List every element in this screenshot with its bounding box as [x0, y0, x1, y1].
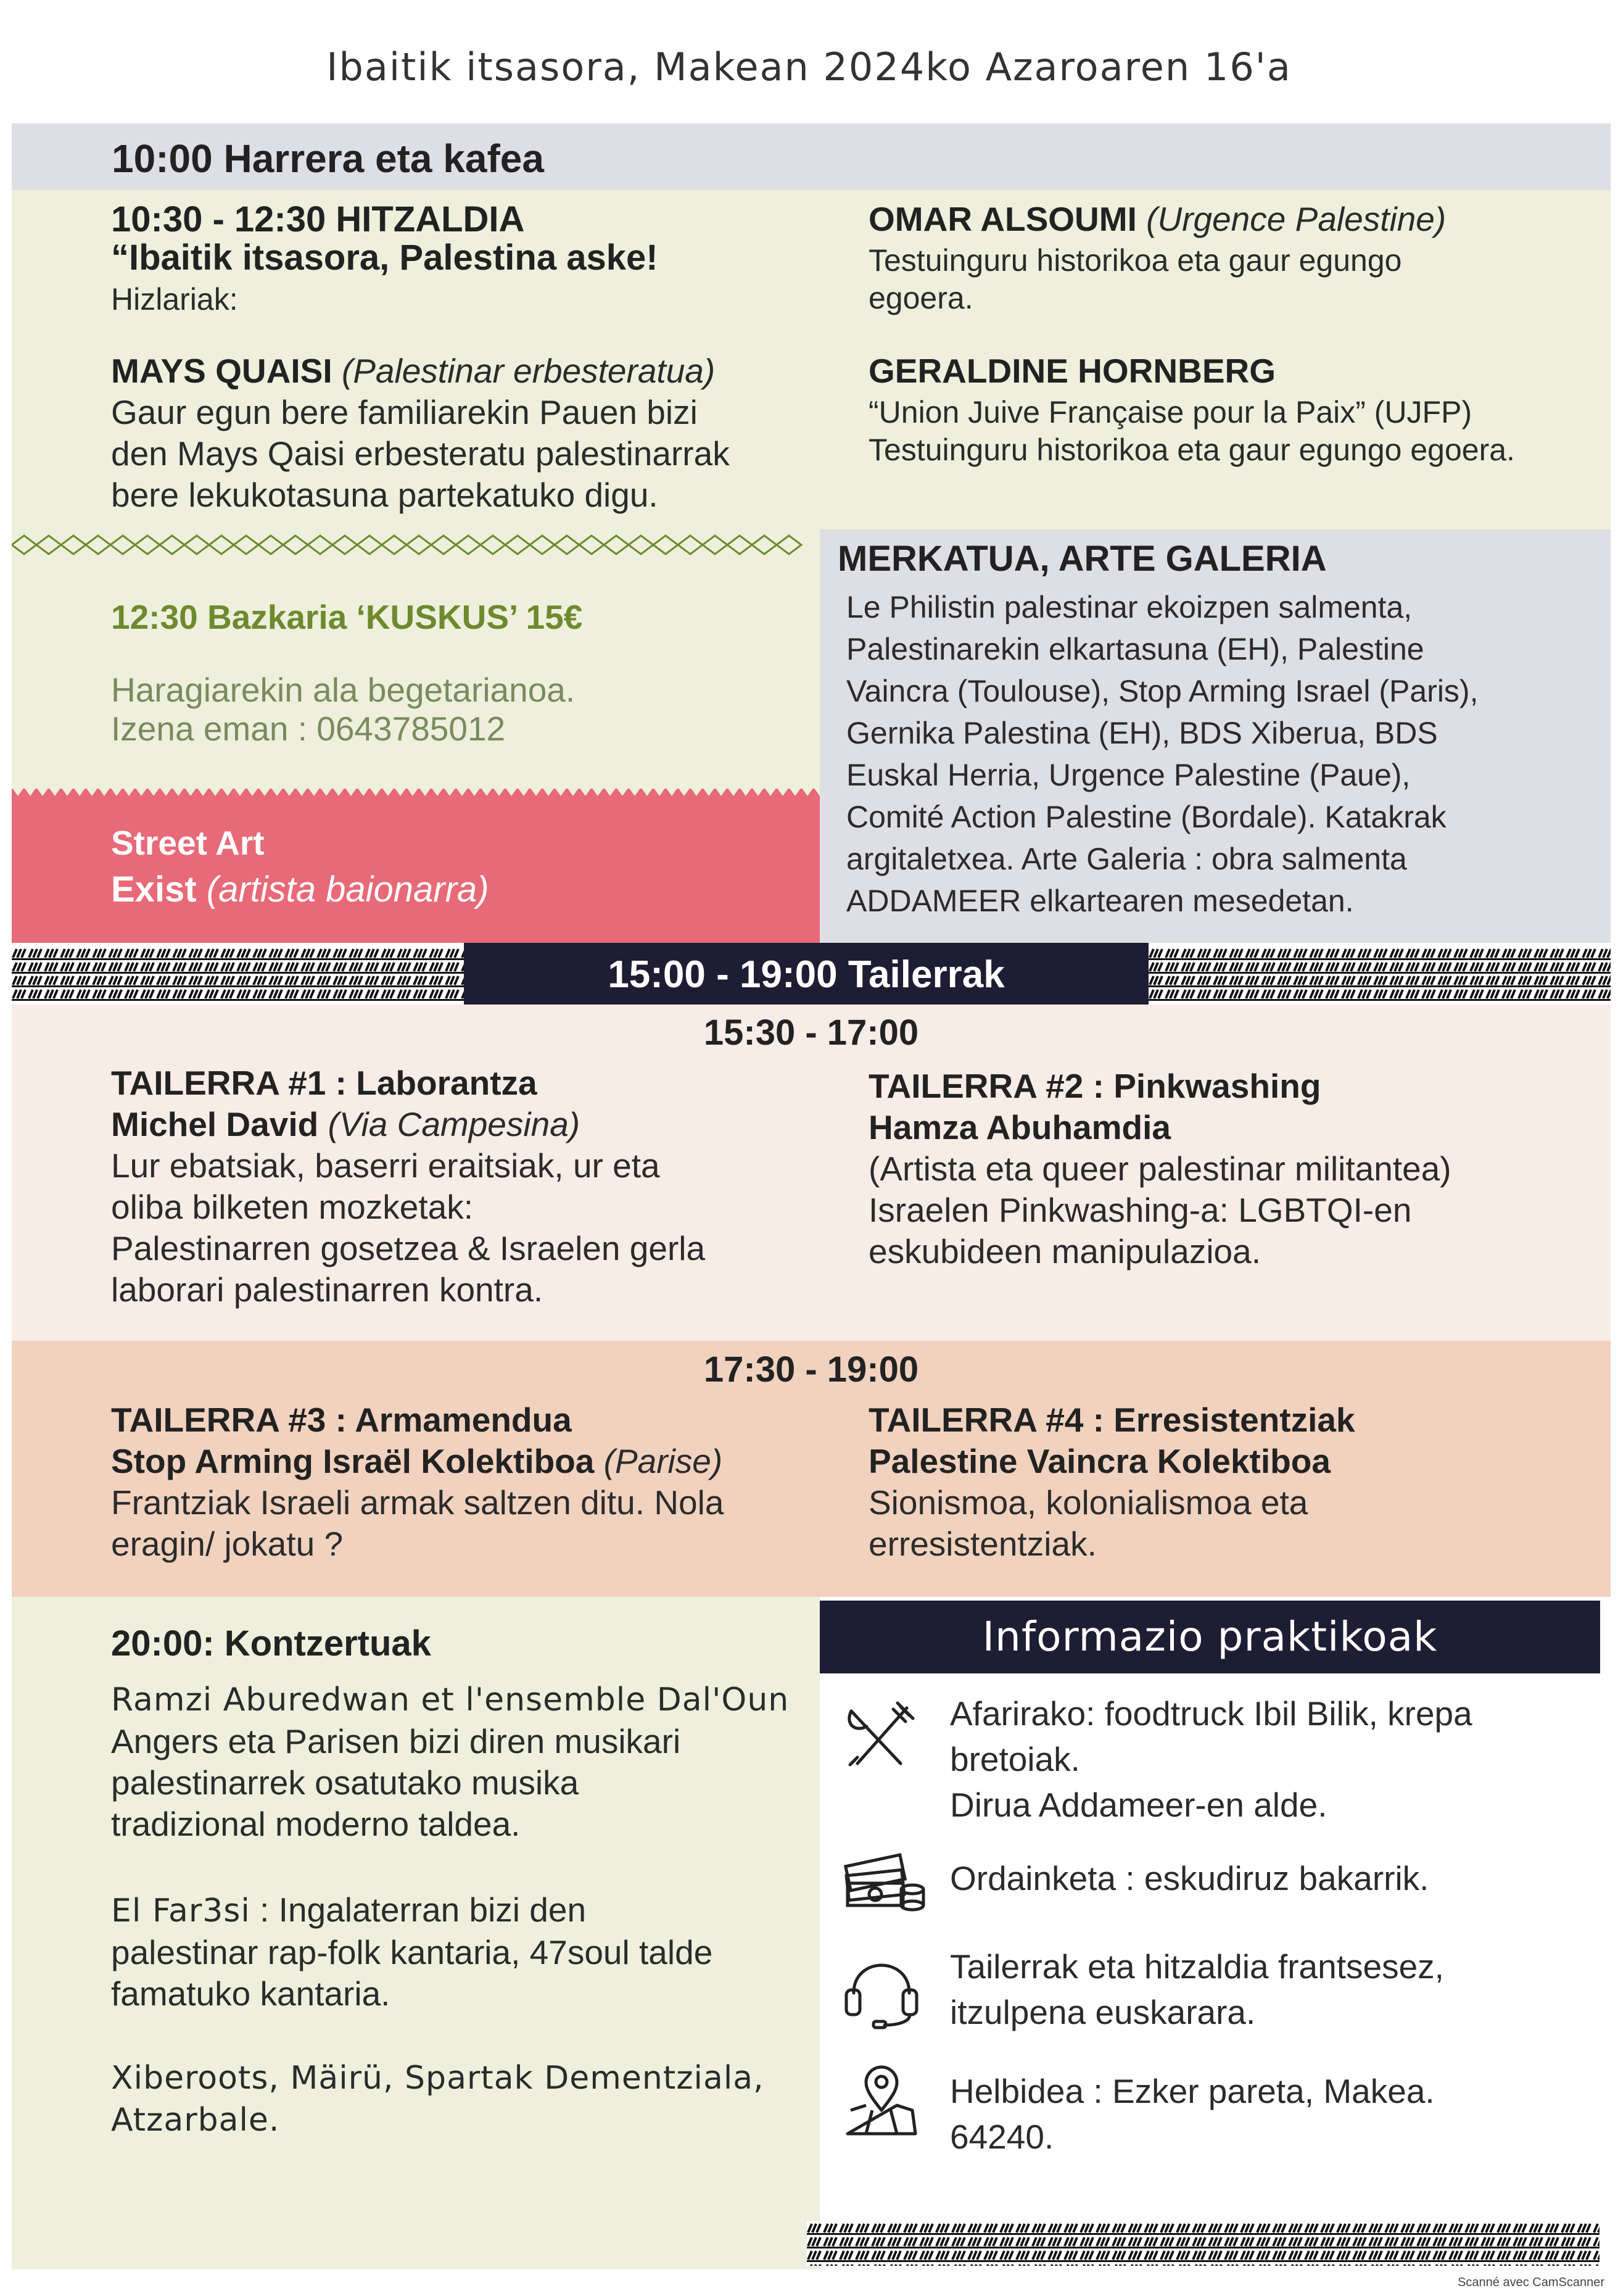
lunch-details — [111, 671, 575, 748]
info-food-line: bretoiak. — [950, 1740, 1080, 1778]
workshop-desc-line: laborari palestinarren kontra. — [111, 1270, 543, 1309]
info-language-line: Tailerrak eta hitzaldia frantsesez, — [950, 1947, 1444, 1986]
street-art-title: Street Art — [111, 824, 265, 862]
slot2-time: 17:30 - 19:00 — [703, 1349, 919, 1390]
market-line: Palestinarekin elkartasuna (EH), Palestine — [846, 632, 1424, 666]
info-address-line: 64240. — [950, 2118, 1054, 2156]
speaker-desc-line: “Union Juive Française pour la Paix” (UJFP) — [869, 395, 1472, 429]
workshop-desc-line: oliba bilketen mozketak: — [111, 1188, 473, 1226]
workshop-org: (Parise) — [603, 1442, 723, 1480]
concert-band-3 — [111, 2057, 764, 2141]
speaker-geraldine-desc — [869, 394, 1515, 469]
info-header — [820, 1601, 1600, 1673]
speaker-omar-desc — [869, 242, 1401, 317]
info-address-line: Helbidea : Ezker pareta, Makea. — [950, 2072, 1435, 2110]
band-desc-line: famatuko kantaria. — [111, 1975, 390, 2013]
info-title: Informazio praktikoak — [982, 1613, 1438, 1660]
keffiyeh-pattern-bottom — [807, 2221, 1599, 2266]
speaker-desc-line: Testuinguru historikoa eta gaur egungo — [869, 243, 1402, 278]
workshops-title-box — [464, 943, 1149, 1005]
talk-time: 10:30 - 12:30 HITZALDIA — [111, 199, 525, 239]
band-name: El Far3si — [111, 1892, 250, 1929]
speaker-omar — [869, 199, 1446, 240]
welcome-text: 10:00 Harrera eta kafea — [112, 136, 544, 181]
info-food — [950, 1691, 1472, 1828]
speaker-mays — [111, 350, 730, 516]
lunch-line: Izena eman : 0643785012 — [111, 710, 506, 748]
scanner-credit: Scanné avec CamScanner — [1458, 2276, 1604, 2289]
artist-name: Exist — [111, 869, 197, 910]
speaker-desc-line: bere lekukotasuna partekatuko digu. — [111, 476, 658, 514]
workshop-title: TAILERRA #1 : Laborantza — [111, 1064, 537, 1102]
market-list — [846, 586, 1478, 922]
workshop-title: TAILERRA #3 : Armamendua — [111, 1401, 572, 1439]
concert-band-1 — [111, 1680, 789, 1845]
workshop-desc-line: Frantziak Israeli armak saltzen ditu. Nola — [111, 1483, 724, 1522]
workshop-person: Palestine Vaincra Kolektiboa — [869, 1442, 1331, 1480]
market-line: Le Philistin palestinar ekoizpen salmenta, — [846, 590, 1413, 624]
artist-note: (artista baionarra) — [206, 869, 489, 910]
headset-icon — [841, 1944, 922, 2030]
street-art-artist — [111, 869, 489, 910]
workshop-desc-line: eskubideen manipulazioa. — [869, 1232, 1261, 1270]
workshop-4 — [869, 1399, 1355, 1565]
band-desc-line: Angers eta Parisen bizi diren musikari — [111, 1722, 681, 1760]
market-line: Comité Action Palestine (Bordale). Katakrak — [846, 800, 1447, 834]
lunch-panel — [12, 529, 820, 789]
speaker-name: MAYS QUAISI — [111, 352, 332, 390]
band-line: Xiberoots, Mäirü, Spartak Dementziala, — [111, 2060, 764, 2097]
slot1-time: 15:30 - 17:00 — [703, 1013, 919, 1053]
workshop-person: Michel David — [111, 1105, 319, 1143]
info-food-line: Dirua Addameer-en alde. — [950, 1786, 1327, 1824]
workshop-desc-line: Palestinarren gosetzea & Israelen gerla — [111, 1229, 706, 1267]
zigzag-divider — [12, 529, 820, 560]
talk-title: “Ibaitik itsasora, Palestina aske! — [111, 238, 658, 278]
info-language-line: itzulpena euskarara. — [950, 1993, 1256, 2031]
workshop-person: Hamza Abuhamdia — [869, 1108, 1171, 1146]
speaker-desc-line: egoera. — [869, 281, 973, 315]
band-desc-first: : Ingalaterran bizi den — [250, 1891, 587, 1929]
workshop-title: TAILERRA #4 : Erresistentziak — [869, 1401, 1355, 1439]
market-line: ADDAMEER elkartearen mesedetan. — [846, 884, 1354, 918]
workshop-desc-line: Sionismoa, kolonialismoa eta — [869, 1483, 1308, 1522]
info-food-line: Afarirako: foodtruck Ibil Bilik, krepa — [950, 1694, 1472, 1733]
street-art-panel — [12, 789, 820, 943]
workshop-desc-line: Israelen Pinkwashing-a: LGBTQI-en — [869, 1191, 1412, 1229]
market-line: Vaincra (Toulouse), Stop Arming Israel (Paris), — [846, 674, 1479, 708]
workshop-1 — [111, 1063, 705, 1311]
speaker-geraldine-name: GERALDINE HORNBERG — [869, 352, 1276, 390]
market-line: Euskal Herria, Urgence Palestine (Paue), — [846, 758, 1411, 792]
workshop-desc-line: erresistentziak. — [869, 1525, 1097, 1563]
concert-band-2 — [111, 1889, 712, 2015]
zigzag-edge — [12, 787, 820, 801]
lunch-line: Haragiarekin ala begetarianoa. — [111, 671, 576, 709]
fork-knife-icon — [839, 1696, 919, 1776]
band-desc-line: palestinar rap-folk kantaria, 47soul talde — [111, 1933, 713, 1971]
lunch-title: 12:30 Bazkaria ‘KUSKUS’ 15€ — [111, 598, 583, 636]
talk-speakers-label: Hizlariak: — [111, 282, 238, 317]
workshop-person: Stop Arming Israël Kolektiboa — [111, 1442, 595, 1480]
speaker-desc-line: den Mays Qaisi erbesteratu palestinarrak — [111, 434, 730, 473]
page-title: Ibaitik itsasora, Makean 2024ko Azaroaren 16'a — [326, 44, 1292, 89]
money-icon — [841, 1845, 928, 1913]
market-line: argitaletxea. Arte Galeria : obra salmenta — [846, 842, 1407, 876]
welcome-band — [12, 123, 1611, 190]
speaker-desc-line: Gaur egun bere familiarekin Pauen bizi — [111, 393, 698, 431]
workshop-2 — [869, 1066, 1451, 1272]
workshop-desc-line: Lur ebatsiak, baserri eraitsiak, ur eta — [111, 1146, 660, 1185]
workshop-desc-line: (Artista eta queer palestinar militantea) — [869, 1150, 1451, 1188]
concerts-title: 20:00: Kontzertuak — [111, 1623, 431, 1664]
workshop-3 — [111, 1399, 724, 1565]
band-name: Ramzi Aburedwan et l'ensemble Dal'Oun — [111, 1681, 790, 1718]
keffiyeh-pattern-right — [1149, 947, 1611, 1001]
market-line: Gernika Palestina (EH), BDS Xiberua, BDS — [846, 716, 1438, 750]
speaker-role: (Urgence Palestine) — [1146, 200, 1447, 238]
speaker-role: (Palestinar erbesteratua) — [341, 352, 716, 390]
band-line: Atzarbale. — [111, 2102, 280, 2139]
workshop-org: (Via Campesina) — [328, 1105, 580, 1143]
market-title: MERKATUA, ARTE GALERIA — [838, 539, 1327, 579]
band-desc-line: tradizional moderno taldea. — [111, 1805, 521, 1843]
keffiyeh-pattern-left — [12, 947, 464, 1001]
band-desc-line: palestinarrek osatutako musika — [111, 1763, 579, 1802]
workshop-title: TAILERRA #2 : Pinkwashing — [869, 1067, 1321, 1105]
map-pin-icon — [841, 2061, 922, 2141]
speaker-desc-line: Testuinguru historikoa eta gaur egungo egoera. — [869, 433, 1515, 467]
info-payment: Ordainketa : eskudiruz bakarrik. — [950, 1859, 1429, 1897]
workshop-desc-line: eragin/ jokatu ? — [111, 1525, 344, 1563]
info-address — [950, 2068, 1435, 2160]
workshops-title: 15:00 - 19:00 Tailerrak — [608, 953, 1005, 996]
info-language — [950, 1944, 1444, 2035]
speaker-name: OMAR ALSOUMI — [869, 200, 1137, 238]
